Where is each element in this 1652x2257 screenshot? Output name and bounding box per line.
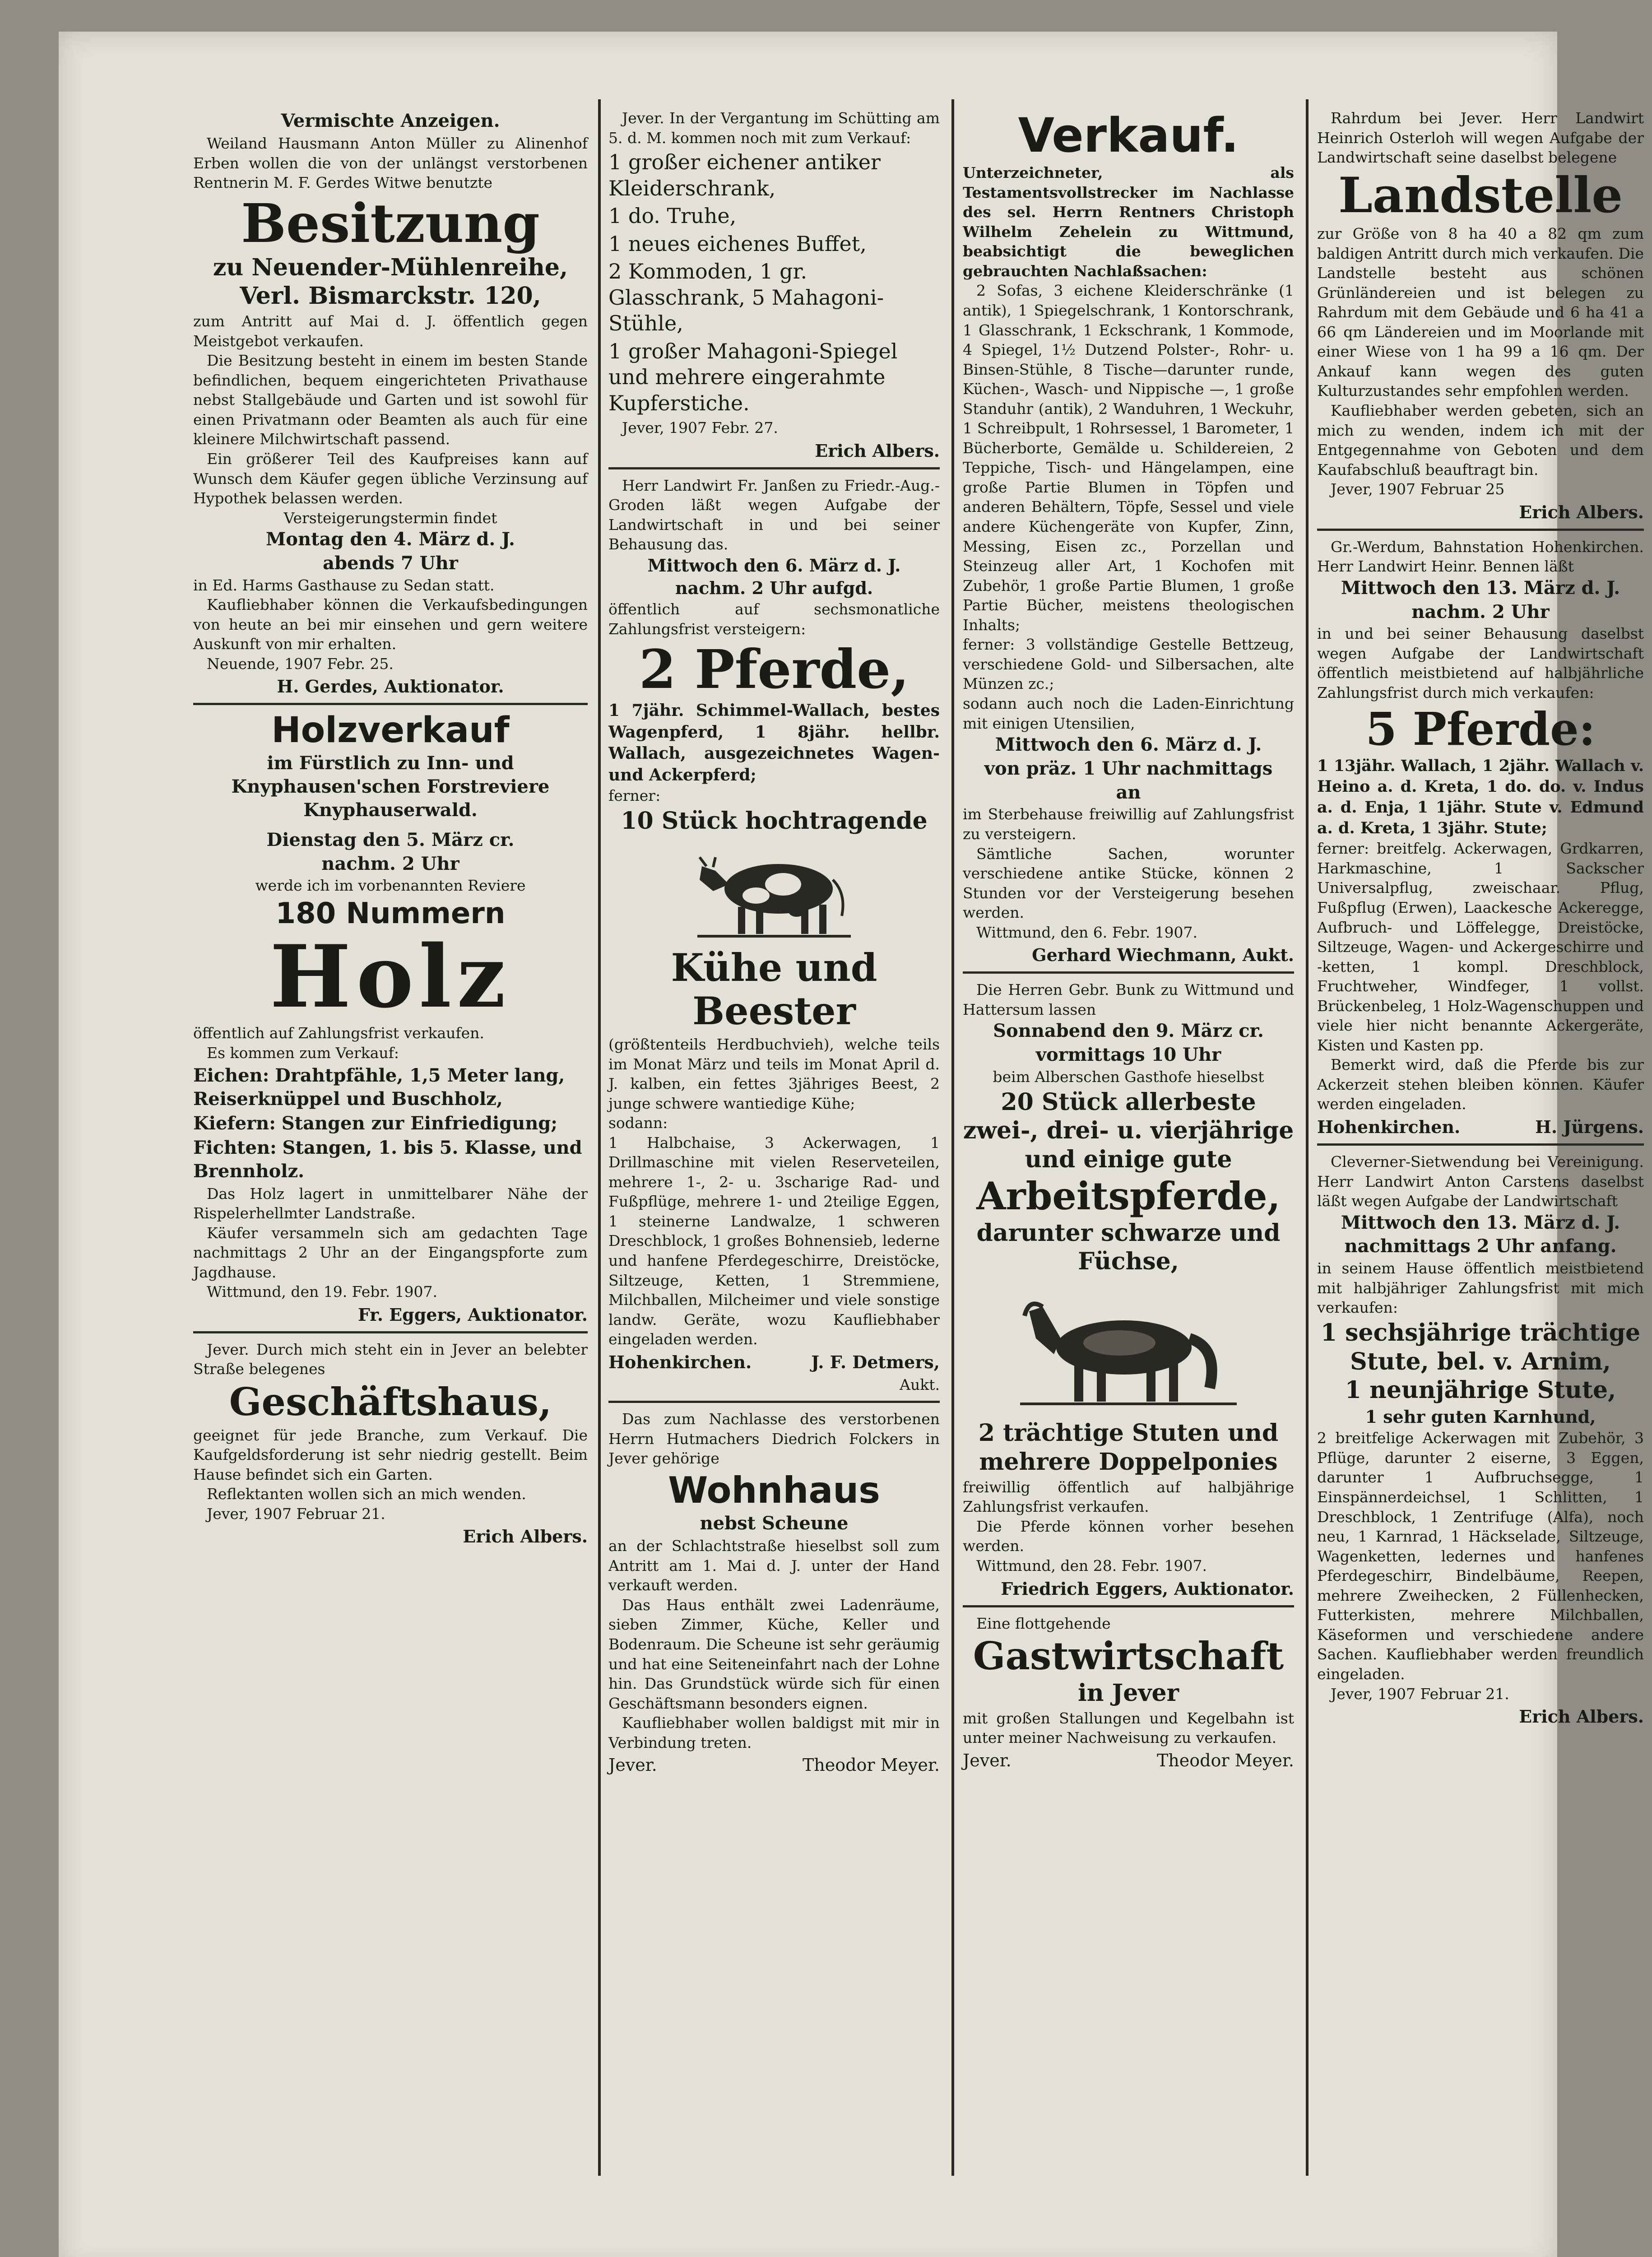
ad-text: sodann auch noch die Laden-Einrichtung mit einigen Utensilien, (963, 694, 1294, 732)
ad-text: zum Antritt auf Mai d. J. öffentlich gegen Meistgebot verkaufen. (193, 312, 588, 350)
ad-text: (größtenteils Herdbuchvieh), welche teils im Monat März und teils im Monat April d. J. kalben, ein fettes 3jähriges Beest, 2 junge schwere wantiedige Kühe; (608, 1035, 940, 1112)
ad-text: Jever. Durch mich steht ein in Jever an belebter Straße belegenes (193, 1340, 588, 1378)
wood-type: Eichen: (193, 1064, 269, 1086)
ad-subheading: Füchse, (1078, 1248, 1179, 1276)
ad-location: Verl. Bismarckstr. 120, (240, 282, 541, 310)
ad-divider (1317, 1143, 1644, 1146)
wood-item (193, 1136, 588, 1183)
ad-dateline: Jever, 1907 Februar 25 (1331, 480, 1505, 498)
ad-signature: Gerhard Wiechmann, Aukt. (1032, 945, 1294, 966)
signature-name: Theodor Meyer. (1156, 1750, 1294, 1770)
ad-headline: Kühe und (671, 945, 877, 990)
ad-dateline: Jever, 1907 Februar 21. (207, 1505, 385, 1523)
ad-text: Jever. In der Vergantung im Schütting am 5. d. M. kommen noch mit zum Verkauf: (608, 109, 940, 147)
ad-headline: Gastwirtschaft (973, 1634, 1284, 1679)
ad-text: Die Pferde können vorher besehen werden. (963, 1517, 1294, 1555)
ad-headline: Arbeitspferde, (976, 1173, 1281, 1218)
ad-text: Die Besitzung besteht in einem im besten Stande befindlichen, bequem eingerichteten Privathause nebst Stallgebäude und Garten und ist sowohl für einen Privatmann oder Beamten als auch für eine kleinere Milchwirtschaft passend. (193, 352, 588, 448)
ad-big-word: Holz (269, 926, 511, 1027)
ad-subheading: nebst Scheune (700, 1513, 849, 1534)
ad-subheading: darunter schwarze und (976, 1219, 1281, 1247)
ad-text: Kaufliebhaber können die Verkaufsbedingungen von heute an bei mir einsehen und gern weitere Auskunft von mir erhalten. (193, 596, 588, 653)
ad-text: Ein größerer Teil des Kaufpreises kann auf Wunsch dem Käufer gegen übliche Verzinsung auf Hypothek belassen werden. (193, 450, 588, 507)
ad-vergantung (608, 108, 940, 461)
ad-fuenf-pferde (1317, 537, 1644, 1137)
ad-date: Montag den 4. März d. J. (266, 529, 515, 550)
ad-text: Rahrdum bei Jever. Herr Landwirt Heinrich Osterloh will wegen Aufgabe der Landwirtschaft seine daselbst belegene (1317, 109, 1644, 167)
ad-headline: Wohnhaus (668, 1469, 880, 1511)
ad-date: nachm. 2 Uhr (1411, 601, 1550, 622)
ad-subheading: Knyphauserwald. (303, 799, 478, 821)
wood-item (193, 1064, 588, 1111)
ad-date: Dienstag den 5. März cr. (266, 829, 515, 850)
ad-text: in seinem Hause öffentlich meistbietend mit halbjähriger Zahlungsfrist mit mich verkaufen: (1317, 1259, 1644, 1317)
ad-geschaeftshaus (193, 1340, 588, 1547)
ad-text: Sämtliche Sachen, worunter verschiedene antike Stücke, können 2 Stunden vor der Versteigerung besehen werden. (963, 845, 1294, 922)
signature-place: Jever. (963, 1750, 1012, 1770)
ad-date: nachm. 2 Uhr (321, 853, 459, 874)
wood-type: Fichten: (193, 1137, 277, 1158)
ad-arbeitspferde (963, 980, 1294, 1598)
column-1 (185, 108, 596, 2167)
ad-date: Mittwoch den 6. März d. J. (647, 555, 901, 576)
ad-date: Mittwoch den 13. März d. J. (1341, 577, 1620, 599)
horse-illustration (963, 1280, 1294, 1415)
ad-divider (608, 467, 940, 469)
ad-verkauf (963, 108, 1294, 966)
ad-divider (963, 1605, 1294, 1607)
ad-text: freiwillig öffentlich auf halbjährige Zahlungsfrist verkaufen. (963, 1478, 1294, 1516)
ad-text: sodann: (608, 1114, 668, 1132)
ad-divider (608, 1401, 940, 1403)
ad-subheading: in Jever (1077, 1679, 1179, 1707)
ad-signature: H. Gerdes, Auktionator. (277, 676, 504, 697)
ad-stute (1317, 1152, 1644, 1727)
ad-signature (963, 1751, 1294, 1770)
ad-headline: Besitzung (241, 191, 540, 255)
ad-text: 1 sehr guten Karnhund, (1365, 1407, 1596, 1427)
ad-pferde-kuehe (608, 476, 940, 1395)
ad-text: öffentlich auf sechsmonatliche Zahlungsfrist versteigern: (608, 600, 940, 638)
ad-signature (1317, 1117, 1644, 1137)
wood-desc: Stangen zur Einfriedigung; (281, 1112, 558, 1134)
auction-item: 1 großer eichener antiker Kleiderschrank, (608, 150, 881, 200)
ad-text: Das Haus enthält zwei Ladenräume, sieben Zimmer, Küche, Keller und Bodenraum. Die Scheune ist sehr geräumig und hat eine Seiteneinfahrt nach der Lohne hin. Das Grundstück würde sich für einen Geschäftsmann besonders eignen. (608, 1596, 940, 1712)
ad-subheading: 2 trächtige Stuten und (978, 1419, 1279, 1447)
ad-text: Versteigerungstermin findet (283, 509, 497, 527)
ad-date: Sonnabend den 9. März cr. (993, 1020, 1264, 1042)
wood-desc: Drahtpfähle, 1,5 Meter lang, Reiserknüppel und Buschholz, (193, 1064, 565, 1110)
ad-text: Bemerkt wird, daß die Pferde bis zur Ackerzeit stehen bleiben können. Käufer werden eingeladen. (1317, 1056, 1644, 1113)
ad-subheading: 1 sechsjährige trächtige (1320, 1319, 1641, 1347)
ad-landstelle (1317, 108, 1644, 522)
ad-dateline: Jever, 1907 Februar 21. (1331, 1685, 1509, 1703)
ad-subheading: Stute, bel. v. Arnim, (1350, 1347, 1611, 1375)
ad-text: im Sterbehause freiwillig auf Zahlungsfrist zu versteigern. (963, 805, 1294, 843)
ad-divider (193, 1331, 588, 1333)
ad-dateline: Wittmund, den 28. Febr. 1907. (976, 1556, 1207, 1574)
wood-desc: Stangen, 1. bis 5. Klasse, und Brennholz. (193, 1137, 582, 1182)
ad-text: Das Holz lagert in unmittelbarer Nähe der Rispelerhellmter Landstraße. (193, 1184, 588, 1222)
auction-item: 2 Kommoden, 1 gr. Glasschrank, 5 Mahagoni-Stühle, (608, 259, 884, 336)
ad-text: Gr.-Werdum, Bahnstation Hohenkirchen. Herr Landwirt Heinr. Bennen läßt (1317, 538, 1644, 576)
ad-divider (1317, 529, 1644, 531)
ad-text: 1 7jähr. Schimmel-Wallach, bestes Wagenpferd, 1 8jähr. hellbr. Wallach, ausgezeichnetes Wagen- und Ackerpferd; (608, 701, 940, 785)
ad-text: in Ed. Harms Gasthause zu Sedan statt. (193, 576, 495, 594)
column-rule (951, 99, 954, 2176)
ad-date: nachmittags 2 Uhr anfang. (1344, 1235, 1617, 1257)
ad-signature (608, 1352, 940, 1372)
ad-headline: Holzverkauf (271, 710, 510, 751)
ad-text: mit großen Stallungen und Kegelbahn ist unter meiner Nachweisung zu verkaufen. (963, 1709, 1294, 1747)
ad-dateline: Wittmund, den 19. Febr. 1907. (207, 1283, 438, 1301)
ad-signature: Erich Albers. (1519, 502, 1644, 522)
wood-item (193, 1112, 588, 1135)
ad-headline: Geschäftshaus, (229, 1379, 552, 1424)
auction-item: 1 do. Truhe, (608, 204, 737, 228)
section-heading: Vermischte Anzeigen. (281, 110, 500, 131)
ad-subheading: 20 Stück allerbeste (1001, 1088, 1256, 1116)
ad-text: ferner: (608, 787, 661, 805)
ad-text: beim Alberschen Gasthofe hieselbst (993, 1068, 1264, 1086)
cow-illustration (608, 839, 940, 943)
ad-text: 2 breitfelige Ackerwagen mit Zubehör, 3 Pflüge, darunter 2 eiserne, 3 Eggen, darunter 1 Aufbruchsegge, 1 Einspännerdeichsel, 1 Schlitten, 1 Dreschblock, 1 Zentrifuge (Alfa), noch neu, 1 Karnrad, 1 Häckselade, Siltzeuge, Wagenketten, ledernes und hanfenes Pferdegeschirr, Bindelbäume, Reepen, mehrere Zweihecken, 2 Füllenhecken, Futterkisten, mehrere Milchballen, Käseformen und verschiedene andere Sachen. Kaufliebhaber werden freundlich eingeladen. (1317, 1429, 1644, 1683)
ad-headline: 2 Pferde, (639, 638, 910, 701)
ad-text: Cleverner-Sietwendung bei Vereinigung. Herr Landwirt Anton Carstens daselbst läßt wegen Aufgabe der Landwirtschaft (1317, 1152, 1644, 1210)
ad-signature (608, 1755, 940, 1775)
ad-text: Weiland Hausmann Anton Müller zu Alinenhof Erben wollen die von der unlängst verstorbenen Rentnerin M. F. Gerdes Witwe benutzte (193, 135, 588, 192)
ad-text: Es kommen zum Verkauf: (207, 1044, 399, 1062)
ad-text: ferner: 3 vollständige Gestelle Bettzeug, verschiedene Gold- und Silbersachen, alte Münzen zc.; (963, 636, 1294, 693)
ad-text: in und bei seiner Behausung daselbst wegen Aufgabe der Landwirtschaft öffentlich meistbietend auf halbjährliche Zahlungsfrist durch mich verkaufen: (1317, 625, 1644, 702)
ad-text: ferner: breitfelg. Ackerwagen, Grdkarren, Harkmaschine, 1 Sackscher Universalpflug, zweischaar. Pflug, Fußpflug (Erwen), Laackesche Ackeregge, Aufbruch- und Löffelegge, Dreistöcke, Siltzeuge, Wagen- und Ackergeschirre und -ketten, 1 kompl. Dreschblock, Fruchtweher, Windfeger, 1 vollst. Brückenbeleg, 1 Holz-Wagenschuppen und viele hier nicht benannte Ackergeräte, Kisten und Kasten pp. (1317, 840, 1644, 1054)
column-rule (1306, 99, 1309, 2176)
ad-text: Unterzeichneter, als Testamentsvollstrecker im Nachlasse des sel. Herrn Rentners Christoph Wilhelm Zehelein zu Wittmund, beabsichtigt die beweglichen gebrauchten Nachlaßsachen: (963, 164, 1294, 280)
ad-gastwirtschaft (963, 1614, 1294, 1770)
ad-text: Eine flottgehende (976, 1614, 1111, 1632)
ad-dateline: Wittmund, den 6. Febr. 1907. (976, 923, 1198, 941)
ad-date: vormittags 10 Uhr (1035, 1044, 1221, 1066)
ad-count: 10 Stück hochtragende (621, 807, 928, 835)
ad-signature: Erich Albers. (1519, 1706, 1644, 1727)
ad-holzverkauf (193, 711, 588, 1324)
ad-text: 2 Sofas, 3 eichene Kleiderschränke (1 antik), 1 Spiegelschrank, 1 Kontorschrank, 1 Glasschrank, 1 Eckschrank, 1 Kommode, 4 Spiegel, 1½ Dutzend Polster-, Rohr- u. Binsen-Stühle, 8 Tische—darunter runde, Küchen-, Wasch- und Nippische —, 1 große Standuhr (antik), 2 Wanduhren, 1 Weckuhr, 1 Schreibpult, 1 Rohrsessel, 1 Barometer, 1 Bücherborte, Gemälde u. Schildereien, 2 Teppiche, Tisch- und Hängelampen, eine große Partie Blumen in Töpfen und anderen Behältern, Töpfe, Sessel und viele andere Küchengeräte von Kupfer, Zinn, Messing, Eisen zc., Porzellan und Steinzeug aller Art, 1 Kochofen mit Zubehör, 1 große Partie Blumen, 1 große Partie Bücher, meistens theologischen Inhalts; (963, 282, 1294, 634)
ad-date: von präz. 1 Uhr nachmittags (984, 757, 1273, 779)
ad-signature: Friedrich Eggers, Auktionator. (1001, 1578, 1294, 1599)
auction-item: 1 großer Mahagoni-Spiegel und mehrere eingerahmte Kupferstiche. (608, 339, 898, 415)
ad-text: Kaufliebhaber wollen baldigst mit mir in Verbindung treten. (608, 1714, 940, 1751)
ad-headline: Beester (692, 989, 856, 1034)
ad-signature: Erich Albers. (463, 1526, 588, 1547)
signature-place: Hohenkirchen. (1317, 1116, 1461, 1137)
ad-text: Reflektanten wollen sich an mich wenden. (207, 1485, 526, 1503)
signature-name: H. Jürgens. (1535, 1116, 1644, 1137)
ad-dateline: Neuende, 1907 Febr. 25. (207, 655, 394, 673)
ad-date: abends 7 Uhr (323, 552, 458, 574)
signature-title: Aukt. (900, 1375, 940, 1393)
ad-subheading: und einige gute (1025, 1146, 1232, 1174)
ad-wohnhaus (608, 1409, 940, 1775)
signature-place: Jever. (608, 1755, 657, 1775)
ad-subheading: Knyphausen'schen Forstreviere (231, 776, 550, 797)
horse-icon (1011, 1280, 1246, 1415)
ad-date: Mittwoch den 6. März d. J. (995, 734, 1262, 756)
ad-count: 180 Nummern (275, 896, 506, 930)
ad-date: an (1116, 781, 1141, 803)
ad-text: Herr Landwirt Fr. Janßen zu Friedr.-Aug.-Groden läßt wegen Aufgabe der Landwirtschaft in und bei seiner Behausung das. (608, 476, 940, 553)
column-4 (1309, 108, 1652, 2167)
ad-signature: Erich Albers. (815, 440, 940, 461)
auction-item: 1 neues eichenes Buffet, (608, 231, 867, 256)
ad-date: nachm. 2 Uhr aufgd. (675, 577, 873, 598)
ad-subheading: mehrere Doppelponies (979, 1448, 1278, 1476)
signature-name: Theodor Meyer. (802, 1755, 940, 1775)
wood-type: Kiefern: (193, 1112, 276, 1134)
signature-place: Hohenkirchen. (608, 1351, 752, 1372)
ad-divider (963, 971, 1294, 974)
ad-headline: Landstelle (1338, 167, 1623, 224)
ad-text: 1 Halbchaise, 3 Ackerwagen, 1 Drillmaschine mit vielen Reserveteilen, mehrere 1-, 2- u. 3scharige Rad- und Fußpflüge, mehrere 1- und 2teilige Eggen, 1 steinerne Landwalze, 1 schweren Dreschblock, 1 großes Bohnensieb, lederne und hanfene Pferdegeschirre, Dreistöcke, Siltzeuge, Ketten, 1 Stremmiene, Milchballen, Milcheimer und viele sonstige landw. Geräte, wozu Kaufliebhaber eingeladen werden. (608, 1133, 940, 1348)
column-2 (600, 108, 948, 2167)
ad-text: Kaufliebhaber werden gebeten, sich an mich zu wenden, indem ich mit der Entgegennahme von Geboten und dem Kaufabschluß beauftragt bin. (1317, 401, 1644, 478)
ad-text: geeignet für jede Branche, zum Verkauf. Die Kaufgeldsforderung ist sehr niedrig gestellt. Beim Hause befindet sich ein Garten. (193, 1426, 588, 1483)
ad-dateline: Jever, 1907 Febr. 27. (622, 419, 778, 437)
ad-text: 1 13jähr. Wallach, 1 2jähr. Wallach v. Heino a. d. Kreta, 1 do. do. v. Indus a. d. Enja, 1 1jähr. Stute v. Edmund a. d. Kreta, 1 3jähr. Stute; (1317, 756, 1644, 838)
ad-besitzung (193, 110, 588, 697)
ad-subheading: zwei-, drei- u. vierjährige (963, 1117, 1294, 1145)
signature-name: J. F. Detmers, (811, 1351, 940, 1372)
ad-text: Das zum Nachlasse des verstorbenen Herrn Hutmachers Diedrich Folckers in Jever gehörige (608, 1410, 940, 1468)
ad-subheading: 1 neunjährige Stute, (1345, 1376, 1616, 1404)
ad-text: Die Herren Gebr. Bunk zu Wittmund und Hattersum lassen (963, 981, 1294, 1018)
ad-text: öffentlich auf Zahlungsfrist verkaufen. (193, 1024, 484, 1042)
column-3 (955, 108, 1302, 2167)
ad-text: Käufer versammeln sich am gedachten Tage nachmittags 2 Uhr an der Eingangspforte zum Jagdhause. (193, 1224, 588, 1281)
ad-text: werde ich im vorbenannten Reviere (255, 877, 526, 895)
ad-signature: Fr. Eggers, Auktionator. (357, 1304, 588, 1325)
newspaper-page (59, 32, 1644, 2257)
ad-text: an der Schlachtstraße hieselbst soll zum Antritt am 1. Mai d. J. unter der Hand verkauft werden. (608, 1537, 940, 1594)
ad-date: Mittwoch den 13. März d. J. (1341, 1212, 1620, 1233)
ad-headline: 5 Pferde: (1365, 702, 1596, 756)
ad-text: zur Größe von 8 ha 40 a 82 qm zum baldigen Antritt durch mich verkaufen. Die Landstelle besteht aus schönen Grünländereien und ist belegen zu Rahrdum mit dem Gebäude und 6 ha 41 a 66 qm Ländereien und im Moorlande mit einer Wiese von 1 ha 99 a 16 qm. Der Ankauf kann wegen des guten Kulturzustandes sehr empfohlen werden. (1317, 225, 1644, 400)
ad-headline: Verkauf. (1018, 108, 1239, 163)
ad-subheading: im Fürstlich zu Inn- und (267, 752, 514, 774)
cow-icon (688, 839, 860, 943)
ad-divider (193, 703, 588, 705)
ad-location: zu Neuender-Mühlenreihe, (213, 253, 568, 281)
